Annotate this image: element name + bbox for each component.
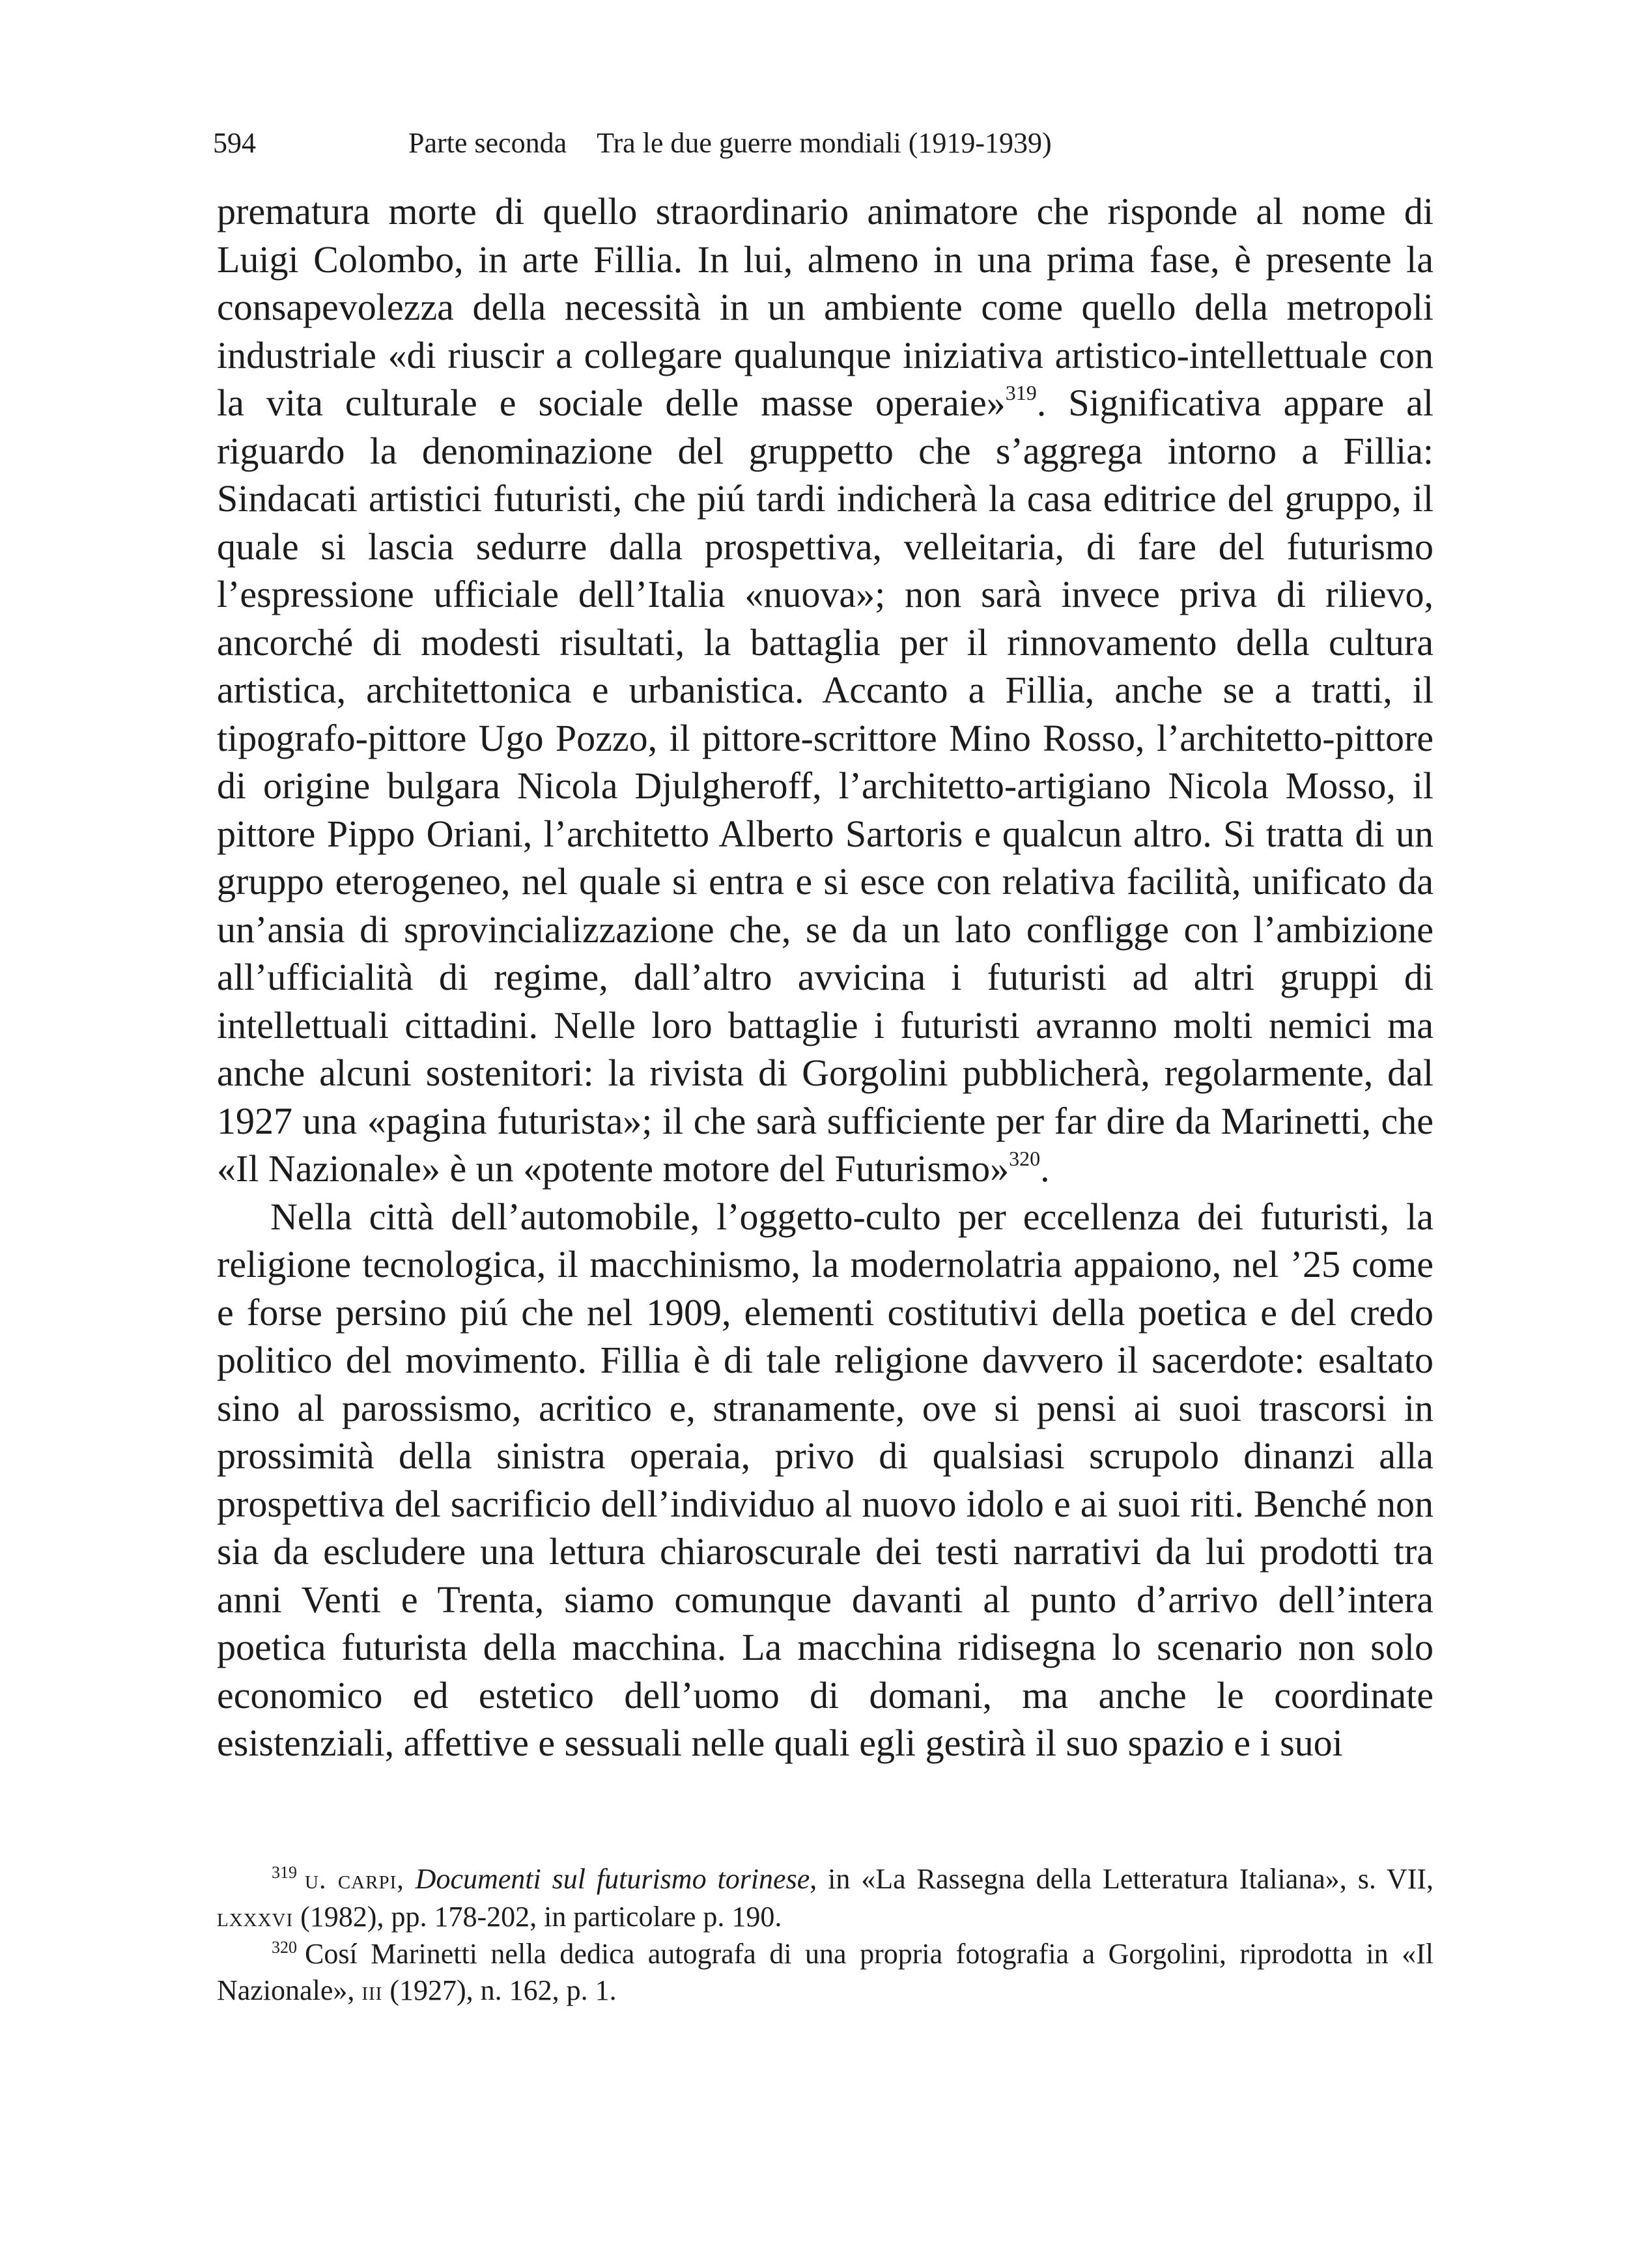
paragraph-2: Nella città dell’automobile, l’oggetto-culto per eccellenza dei futuristi, la religione tecnologica, il macchinismo, la modernolatria appaiono, nel ’25 come e forse persino piú che nel 1909, elementi costitutivi della poetica e del credo politico del movimento. Fillia è di tale religione davvero il sacerdote: esaltato sino al parossismo, acritico e, stranamente, ove si pensi ai suoi trascorsi in prossimità della sinistra operaia, privo di qualsiasi scrupolo dinanzi alla prospettiva del sacrificio dell’individuo al nuovo idolo e ai suoi riti. Benché non sia da escludere una lettura chiaroscurale dei testi narrativi da lui prodotti tra anni Venti e Trenta, siamo comunque davanti al punto d’arrivo dell’intera poetica futurista della macchina. La macchina ridisegna lo scenario non solo economico ed estetico dell’uomo di domani, ma anche le coordinate esistenziali, affettive e sessuali nelle quali egli gestirà il suo spazio e i suoi xyxy=(217,1195,1434,1764)
paragraph-1 xyxy=(217,188,1434,1193)
footnote-ref-320[interactable]: 320 xyxy=(1009,1146,1041,1170)
footnote-text: (1982), pp. 178-202, in particolare p. 190. xyxy=(293,1900,782,1933)
main-text xyxy=(217,188,1434,1767)
footnote-author: u. carpi, xyxy=(305,1865,404,1895)
header-part: Parte seconda xyxy=(408,127,567,159)
footnote-text: , in «La Rassegna della Letteratura Italiana», s. VII, xyxy=(810,1863,1434,1895)
footnote-number: 319 xyxy=(272,1863,297,1883)
paragraph-1-text-c: . xyxy=(1040,1147,1050,1190)
running-header xyxy=(213,125,1437,161)
footnotes xyxy=(217,1861,1434,2009)
footnote-text: (1927), n. 162, p. 1. xyxy=(382,1974,617,2006)
header-title: Tra le due guerre mondiali (1919-1939) xyxy=(597,127,1052,159)
footnote-320 xyxy=(217,1936,1434,2009)
footnote-number: 320 xyxy=(272,1938,297,1957)
footnote-319 xyxy=(217,1861,1434,1936)
page-number: 594 xyxy=(213,127,256,159)
footnote-text: Cosí Marinetti nella dedica autografa di una propria fotografia a Gorgolini, riprodotta in «Il Nazionale», xyxy=(217,1938,1434,2006)
footnote-volume: lxxxvi xyxy=(217,1902,294,1933)
footnote-volume: iii xyxy=(361,1976,383,2006)
paragraph-1-text-b: . Significativa appare al riguardo la denominazione del gruppetto che s’aggrega intorno a Fillia: Sindacati artistici futuristi, che piú tardi indicherà la casa editrice del gruppo, il quale si lascia sedurre dalla prospettiva, velleitaria, di fare del futurismo l’espressione ufficiale dell’Italia «nuova»; non sarà invece priva di rilievo, ancorché di modesti risultati, la battaglia per il rinnovamento della cultura artistica, architettonica e urbanistica. Accanto a Fillia, anche se a tratti, il tipografo-pittore Ugo Pozzo, il pittore-scrittore Mino Rosso, l’architetto-pittore di origine bulgara Nicola Djulgheroff, l’architetto-artigiano Nicola Mosso, il pittore Pippo Oriani, l’architetto Alberto Sartoris e qualcun altro. Si tratta di un gruppo eterogeneo, nel quale si entra e si esce con relativa facilità, unificato da un’ansia di sprovincializzazione che, se da un lato confligge con l’ambizione all’ufficialità di regime, dall’altro avvicina i futuristi ad altri gruppi di intellettuali cittadini. Nelle loro battaglie i futuristi avranno molti nemici ma anche alcuni sostenitori: la rivista di Gorgolini pubblicherà, regolarmente, dal 1927 una «pagina futurista»; il che sarà sufficiente per far dire da Marinetti, che «Il Nazionale» è un «potente motore del Futurismo» xyxy=(217,382,1434,1190)
paragraph-1-text-a: prematura morte di quello straordinario animatore che risponde al nome di Luigi Colombo, in arte Fillia. In lui, almeno in una prima fase, è presente la consapevolezza della necessità in un ambiente come quello della metropoli industriale «di riuscir a collegare qualunque iniziativa artistico-intellettuale con la vita culturale e sociale delle masse operaie» xyxy=(217,190,1434,424)
footnote-ref-319[interactable]: 319 xyxy=(1005,380,1037,404)
footnote-title: Documenti sul futurismo torinese xyxy=(415,1863,810,1895)
